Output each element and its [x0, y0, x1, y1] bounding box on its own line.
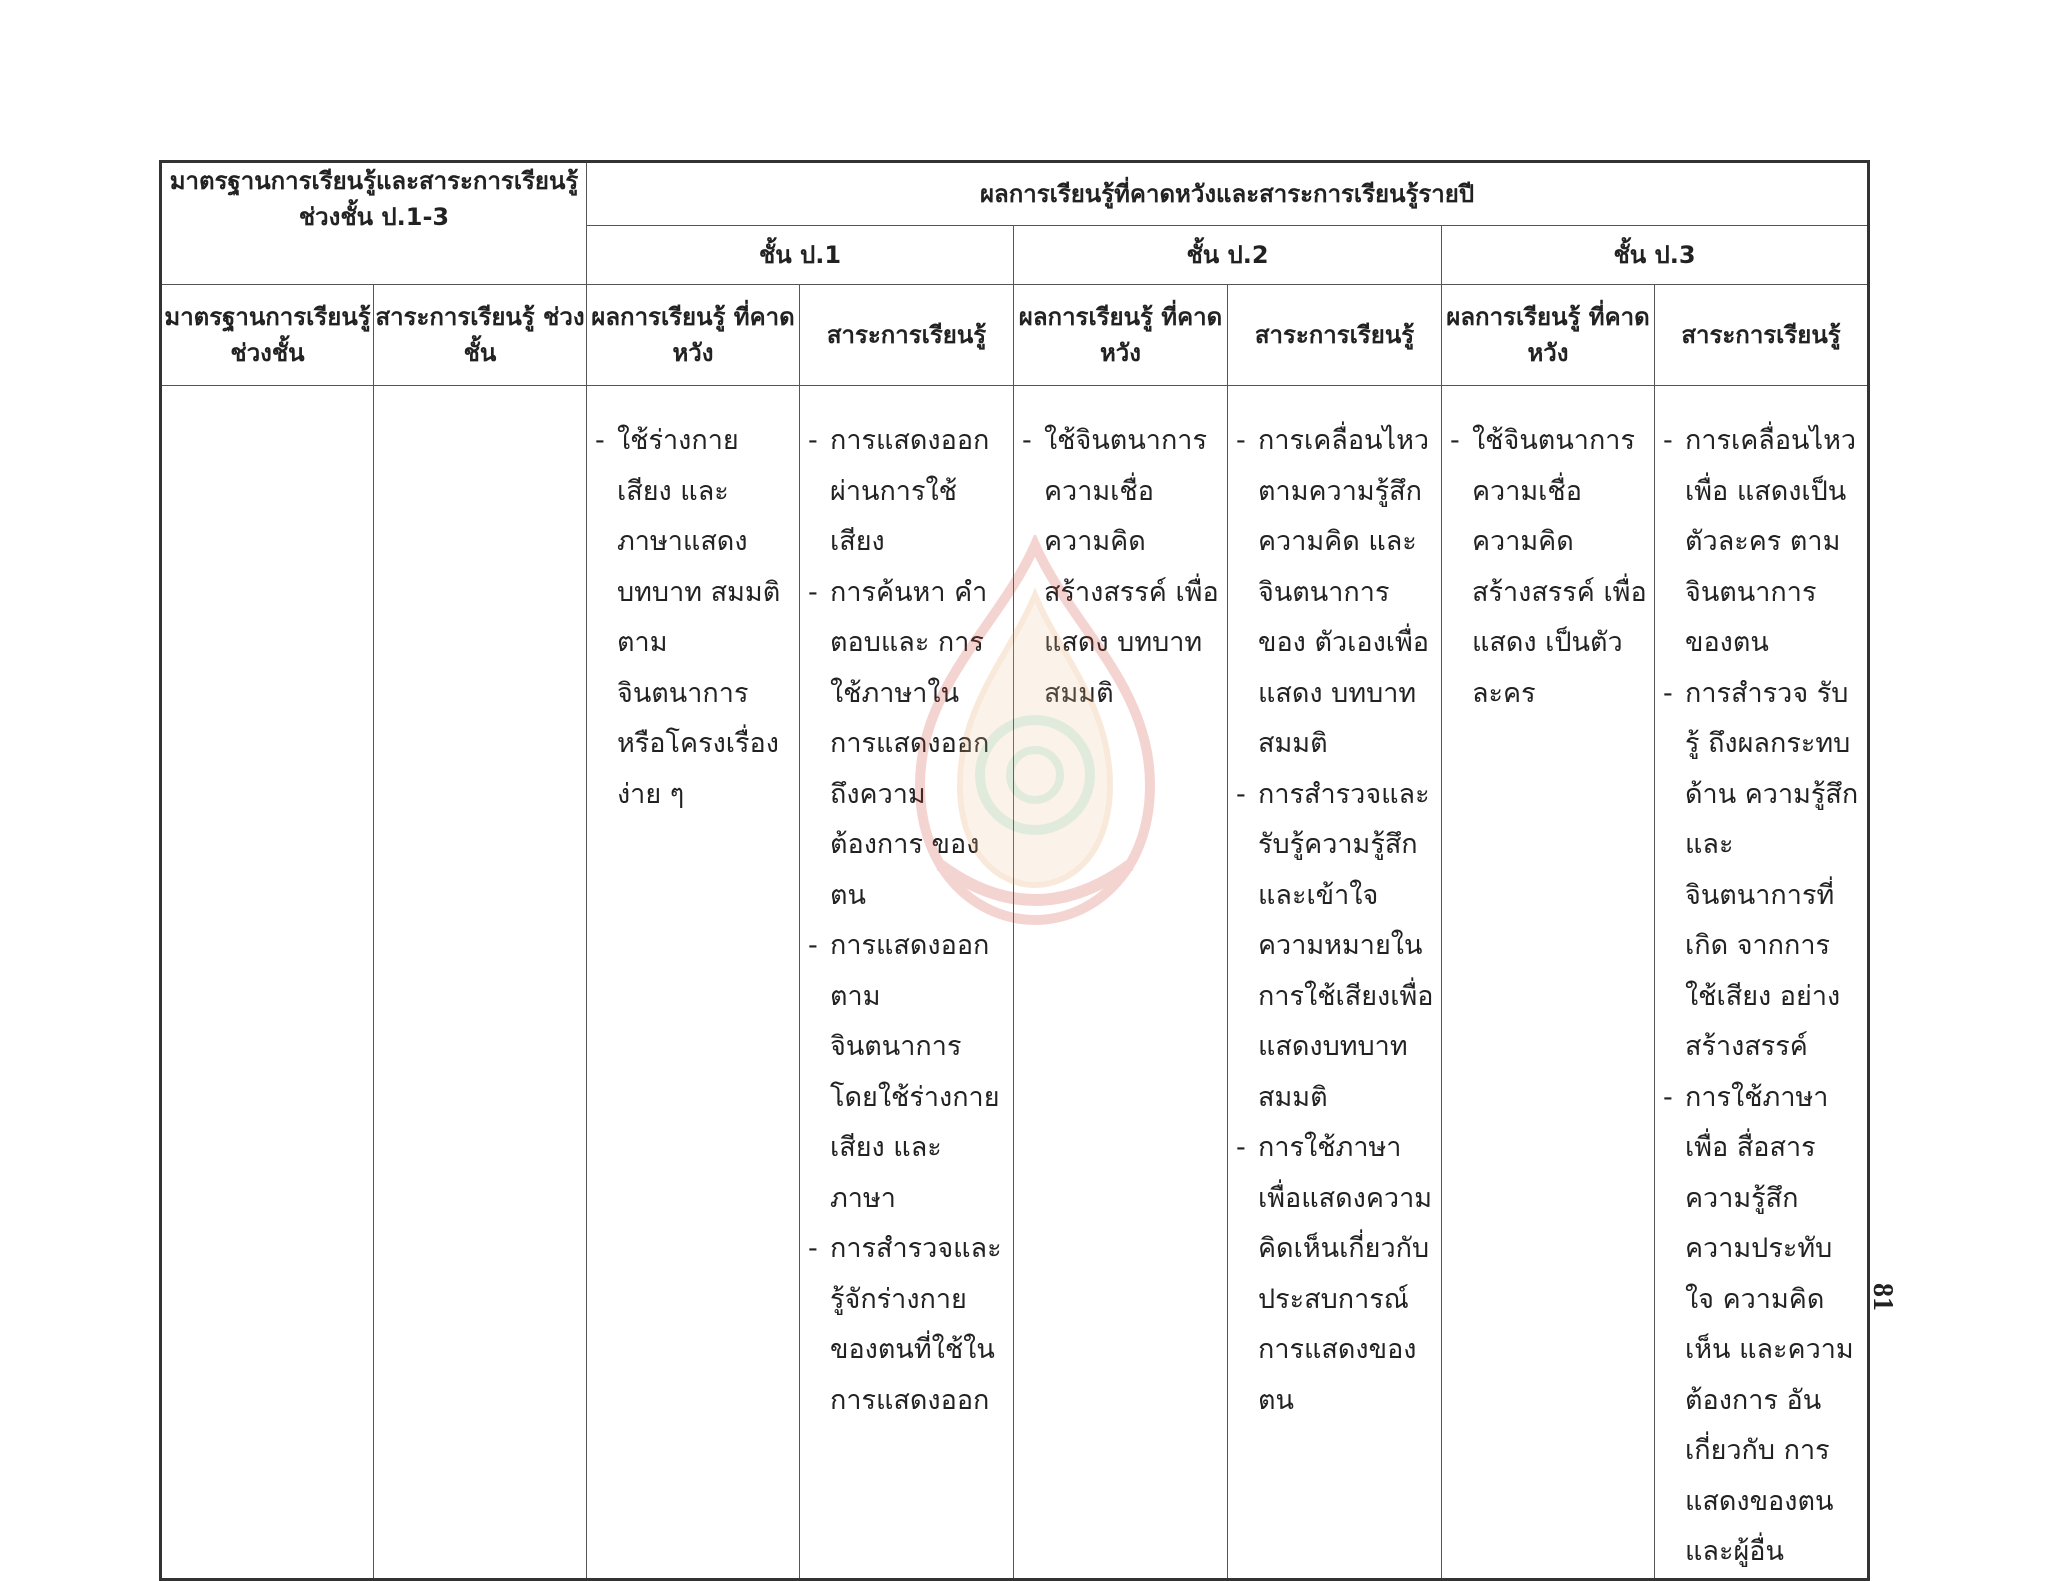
list-item: - การเคลื่อนไหวเพื่อ แสดงเป็นตัวละคร ตามจินตนาการ ของตน [1685, 416, 1861, 669]
grade-3-header: ชั้น ป.3 [1442, 226, 1869, 285]
standards-header: มาตรฐานการเรียนรู้และสาระการเรียนรู้ ช่วงชั้น ป.1-3 [161, 162, 587, 285]
list-item: - การเคลื่อนไหว ตามความรู้สึก ความคิด และ จินตนาการของ ตัวเองเพื่อแสดง บทบาทสมมติ [1258, 416, 1435, 770]
grade-1-header: ชั้น ป.1 [587, 226, 1014, 285]
list-item: - การแสดงออก ตามจินตนาการ โดยใช้ร่างกาย เสียง และภาษา [830, 921, 1007, 1224]
list-item: - การใช้ภาษา เพื่อแสดงความ คิดเห็นเกี่ยวกับ ประสบการณ์ การแสดงของตน [1258, 1123, 1435, 1426]
expected-outcomes-header: ผลการเรียนรู้ที่คาดหวังและสาระการเรียนรู้รายปี [587, 162, 1869, 226]
list-item: - ใช้จินตนาการ ความเชื่อ ความคิด สร้างสรรค์ เพื่อแสดง เป็นตัวละคร [1472, 416, 1648, 719]
list-item: - การสำรวจ รับรู้ ถึงผลกระทบด้าน ความรู้สึก และ จินตนาการที่เกิด จากการใช้เสียง อย่างสร้างสรรค์ [1685, 669, 1861, 1073]
content-subheader: สาระการเรียนรู้ [1655, 285, 1869, 386]
standard-subheader: มาตรฐานการเรียนรู้ ช่วงชั้น [161, 285, 374, 386]
body-cell-p3-outcome [1442, 386, 1655, 1580]
list-item: - การแสดงออก ผ่านการใช้เสียง [830, 416, 1007, 568]
body-cell-p2-content [1228, 386, 1442, 1580]
body-cell-p1-content [800, 386, 1014, 1580]
content-range-subheader: สาระการเรียนรู้ ช่วงชั้น [374, 285, 587, 386]
list-item: - ใช้จินตนาการ ความเชื่อ ความคิด สร้างสรรค์ เพื่อแสดง บทบาทสมมติ [1044, 416, 1221, 719]
list-item: - การค้นหา คำตอบและ การใช้ภาษาใน การแสดงออก ถึงความต้องการ ของตน [830, 568, 1007, 922]
outcome-subheader: ผลการเรียนรู้ ที่คาดหวัง [1014, 285, 1228, 386]
list-item: - การใช้ภาษาเพื่อ สื่อสารความรู้สึก ความประทับใจ ความคิดเห็น และความต้องการ อันเกี่ยวกับ การแสดงของตน และผู้อื่น [1685, 1073, 1861, 1578]
body-cell-p1-outcome [587, 386, 800, 1580]
list-item: - ใช้ร่างกาย เสียง และ ภาษาแสดง บทบาท สมมติตาม จินตนาการ หรือโครงเรื่อง ง่าย ๆ [617, 416, 793, 820]
outcome-subheader: ผลการเรียนรู้ ที่คาดหวัง [1442, 285, 1655, 386]
body-cell-p3-content [1655, 386, 1869, 1580]
list-item: - การสำรวจและ รับรู้ความรู้สึก และเข้าใจ ความหมายใน การใช้เสียงเพื่อ แสดงบทบาท สมมติ [1258, 770, 1435, 1124]
body-cell-p2-outcome [1014, 386, 1228, 1580]
body-cell-content-range [374, 386, 587, 1580]
grade-2-header: ชั้น ป.2 [1014, 226, 1442, 285]
outcome-subheader: ผลการเรียนรู้ ที่คาดหวัง [587, 285, 800, 386]
page-number: 81 [1867, 1283, 1898, 1311]
list-item: - การสำรวจและ รู้จักร่างกาย ของตนที่ใช้ใน การแสดงออก [830, 1224, 1007, 1426]
curriculum-table [159, 160, 1870, 1581]
content-subheader: สาระการเรียนรู้ [1228, 285, 1442, 386]
content-subheader: สาระการเรียนรู้ [800, 285, 1014, 386]
body-cell-standard [161, 386, 374, 1580]
